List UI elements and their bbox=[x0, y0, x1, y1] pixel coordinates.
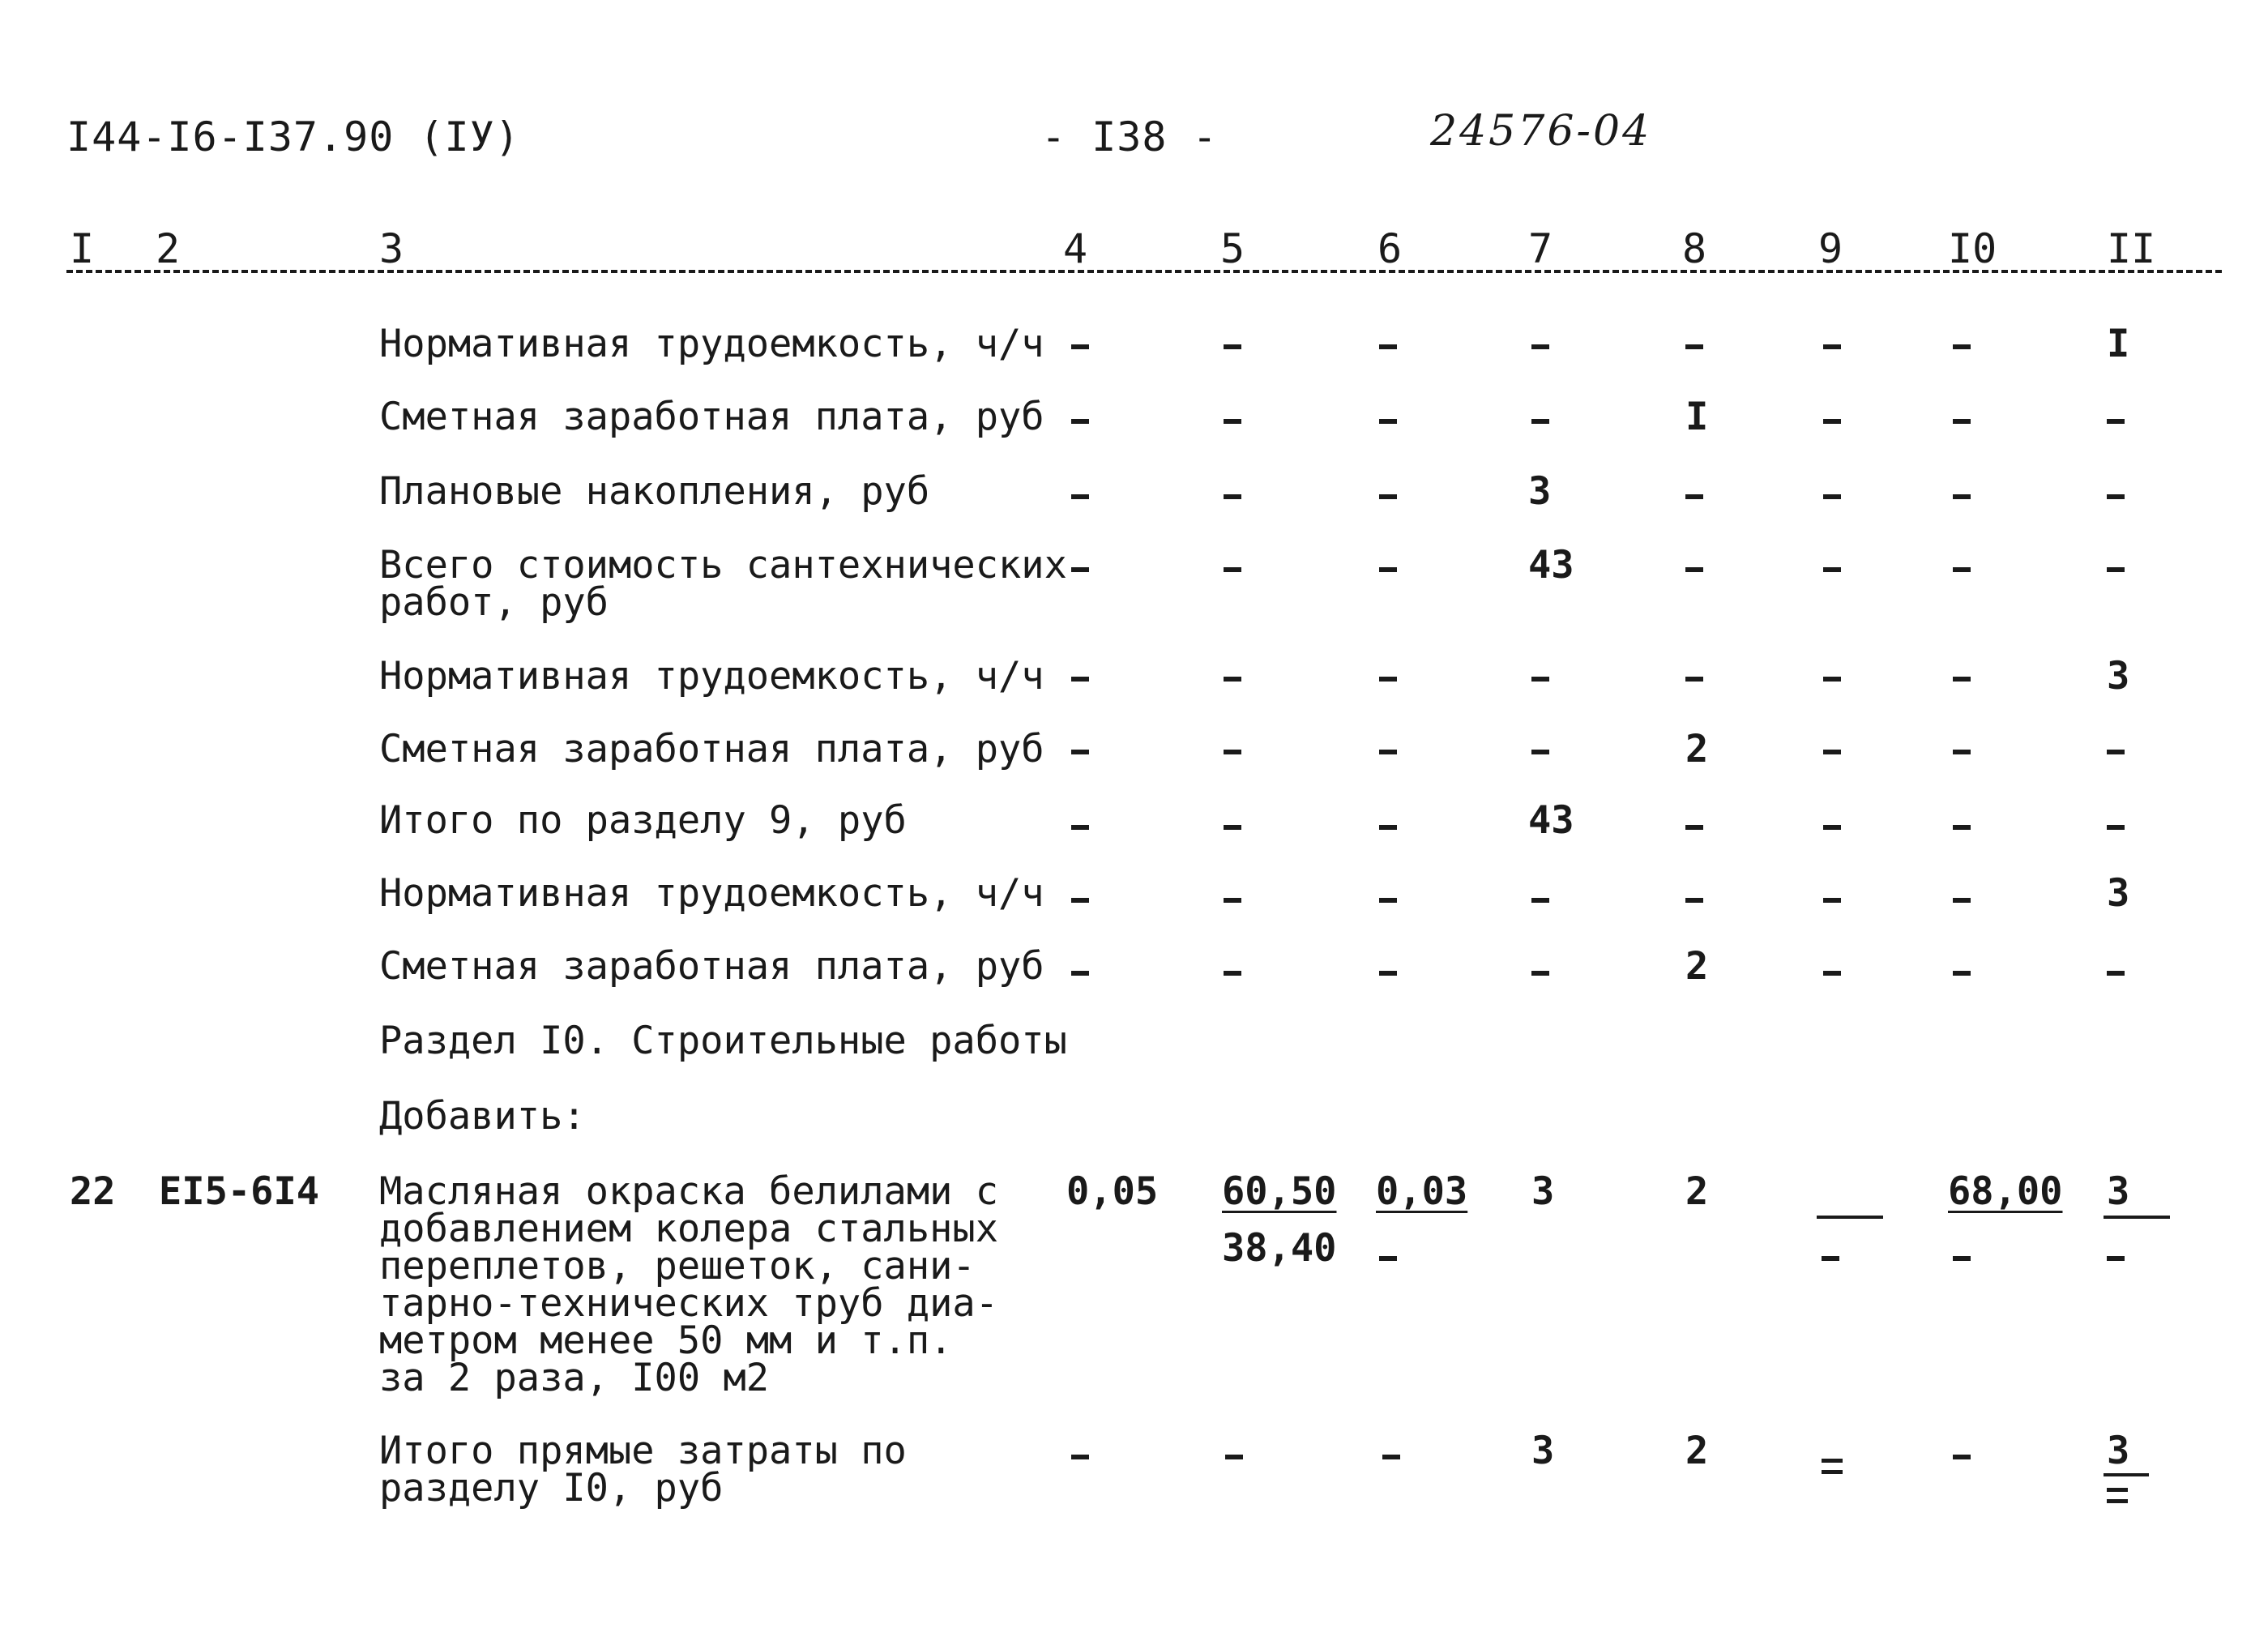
row-desc: Нормативная трудоемкость, ч/ч bbox=[379, 322, 1044, 366]
empty-cell-dash bbox=[1071, 750, 1089, 754]
empty-cell-dash bbox=[1071, 1455, 1089, 1459]
total-col8: 2 bbox=[1685, 1429, 1709, 1473]
empty-cell-dash bbox=[1685, 494, 1703, 499]
col-header-2: 2 bbox=[156, 225, 181, 272]
empty-cell-dash bbox=[1953, 419, 1971, 424]
empty-cell-dash bbox=[1953, 971, 1971, 976]
col-header-8: 8 bbox=[1682, 225, 1707, 272]
empty-cell-dash bbox=[1379, 825, 1397, 830]
empty-cell-dash bbox=[1685, 825, 1703, 830]
empty-cell-dash bbox=[1531, 750, 1549, 754]
section-title: Раздел I0. Строительные работы bbox=[379, 1019, 1067, 1063]
col-header-6: 6 bbox=[1377, 225, 1403, 272]
empty-cell-dash bbox=[1071, 971, 1089, 976]
add-label: Добавить: bbox=[379, 1094, 586, 1139]
empty-cell-dash bbox=[1382, 1455, 1400, 1459]
empty-cell-dash bbox=[1823, 567, 1841, 572]
empty-cell-dash bbox=[1685, 677, 1703, 682]
item-col11-top: 3 bbox=[2107, 1169, 2130, 1214]
row-value: 3 bbox=[1528, 469, 1552, 514]
item-col7: 3 bbox=[1531, 1169, 1555, 1214]
col-header-4: 4 bbox=[1063, 225, 1088, 272]
total-col11-underline bbox=[2104, 1473, 2149, 1476]
empty-cell-dash bbox=[1823, 419, 1841, 424]
item-col8: 2 bbox=[1685, 1169, 1709, 1214]
empty-cell-dash bbox=[2107, 419, 2125, 424]
col9-underline bbox=[1817, 1216, 1883, 1219]
item-col6-top: 0,03 bbox=[1376, 1169, 1468, 1214]
col11-underline bbox=[2104, 1216, 2170, 1219]
empty-cell-dash bbox=[1823, 825, 1841, 830]
item-col5-top: 60,50 bbox=[1222, 1169, 1337, 1214]
empty-cell-dash bbox=[1224, 494, 1241, 499]
empty-cell-dash bbox=[1379, 344, 1397, 349]
empty-cell-dash bbox=[1823, 494, 1841, 499]
empty-cell-dash bbox=[1379, 419, 1397, 424]
row-value: 2 bbox=[1685, 727, 1709, 771]
row-value: 2 bbox=[1685, 944, 1709, 989]
empty-cell-dash bbox=[2107, 971, 2125, 976]
empty-cell-dash bbox=[1224, 825, 1241, 830]
empty-cell-dash bbox=[1379, 898, 1397, 903]
empty-cell-dash bbox=[1379, 677, 1397, 682]
row-desc: Всего стоимость сантехнических работ, руб bbox=[379, 543, 1067, 625]
empty-cell-dash bbox=[1823, 344, 1841, 349]
empty-cell-dash bbox=[1823, 898, 1841, 903]
double-dash bbox=[1822, 1459, 1843, 1480]
empty-cell-dash bbox=[1379, 750, 1397, 754]
empty-cell-dash bbox=[1071, 825, 1089, 830]
empty-cell-dash bbox=[1224, 344, 1241, 349]
empty-cell-dash bbox=[1379, 494, 1397, 499]
empty-cell-dash bbox=[1379, 971, 1397, 976]
empty-cell-dash bbox=[1071, 677, 1089, 682]
col-header-3: 3 bbox=[379, 225, 404, 272]
empty-cell-dash bbox=[1224, 419, 1241, 424]
empty-cell-dash bbox=[1531, 971, 1549, 976]
row-desc: Плановые накопления, руб bbox=[379, 469, 930, 514]
row-value: 43 bbox=[1528, 543, 1574, 588]
empty-cell-dash bbox=[1224, 971, 1241, 976]
col-header-9: 9 bbox=[1818, 225, 1843, 272]
row-desc: Сметная заработная плата, руб bbox=[379, 944, 1044, 989]
empty-cell-dash bbox=[1071, 898, 1089, 903]
empty-cell-dash bbox=[1953, 825, 1971, 830]
empty-cell-dash bbox=[1953, 750, 1971, 754]
col-header-11: II bbox=[2107, 225, 2156, 272]
row-desc: Итого по разделу 9, руб bbox=[379, 798, 907, 843]
empty-cell-dash bbox=[1953, 344, 1971, 349]
double-dash bbox=[2107, 1488, 2128, 1509]
header-rule bbox=[66, 270, 2222, 273]
empty-cell-dash bbox=[1685, 567, 1703, 572]
empty-cell-dash bbox=[1531, 344, 1549, 349]
empty-cell-dash bbox=[1071, 567, 1089, 572]
empty-cell-dash bbox=[2107, 750, 2125, 754]
row-value: 3 bbox=[2107, 654, 2130, 699]
empty-cell-dash bbox=[2107, 567, 2125, 572]
empty-cell-dash bbox=[1531, 677, 1549, 682]
empty-cell-dash bbox=[1685, 898, 1703, 903]
row-desc: Нормативная трудоемкость, ч/ч bbox=[379, 871, 1044, 916]
empty-cell-dash bbox=[1953, 677, 1971, 682]
empty-cell-dash bbox=[1685, 344, 1703, 349]
row-desc: Сметная заработная плата, руб bbox=[379, 395, 1044, 439]
empty-cell-dash bbox=[1071, 419, 1089, 424]
empty-cell-dash bbox=[2107, 825, 2125, 830]
empty-cell-dash bbox=[1224, 567, 1241, 572]
total-desc: Итого прямые затраты по разделу I0, руб bbox=[379, 1429, 907, 1510]
empty-cell-dash bbox=[1224, 898, 1241, 903]
page-number: - I38 - bbox=[1041, 113, 1218, 160]
empty-cell-dash bbox=[1822, 1256, 1839, 1261]
empty-cell-dash bbox=[1953, 1256, 1971, 1261]
row-value: I bbox=[2107, 322, 2130, 366]
col-header-7: 7 bbox=[1528, 225, 1553, 272]
row-desc: Сметная заработная плата, руб bbox=[379, 727, 1044, 771]
item-col5-bottom: 38,40 bbox=[1222, 1226, 1337, 1271]
empty-cell-dash bbox=[1379, 567, 1397, 572]
col-header-10: I0 bbox=[1948, 225, 1997, 272]
item-col4: 0,05 bbox=[1066, 1169, 1159, 1214]
empty-cell-dash bbox=[1531, 419, 1549, 424]
empty-cell-dash bbox=[1953, 898, 1971, 903]
document-code: I44-I6-I37.90 (IУ) bbox=[66, 113, 520, 160]
empty-cell-dash bbox=[2107, 494, 2125, 499]
empty-cell-dash bbox=[1071, 494, 1089, 499]
col-header-1: I bbox=[70, 225, 95, 272]
row-desc: Нормативная трудоемкость, ч/ч bbox=[379, 654, 1044, 699]
empty-cell-dash bbox=[1224, 677, 1241, 682]
empty-cell-dash bbox=[1823, 971, 1841, 976]
col-header-5: 5 bbox=[1220, 225, 1245, 272]
empty-cell-dash bbox=[2107, 1256, 2125, 1261]
empty-cell-dash bbox=[1379, 1256, 1397, 1261]
row-value: 43 bbox=[1528, 798, 1574, 843]
empty-cell-dash bbox=[1071, 344, 1089, 349]
item-col10-top: 68,00 bbox=[1948, 1169, 2063, 1214]
empty-cell-dash bbox=[1224, 750, 1241, 754]
empty-cell-dash bbox=[1531, 898, 1549, 903]
total-col11: 3 bbox=[2107, 1429, 2130, 1473]
handwritten-number: 24576-04 bbox=[1430, 107, 1652, 156]
empty-cell-dash bbox=[1953, 1455, 1971, 1459]
empty-cell-dash bbox=[1225, 1455, 1243, 1459]
empty-cell-dash bbox=[1823, 750, 1841, 754]
item-code: EI5-6I4 bbox=[159, 1169, 320, 1214]
total-col7: 3 bbox=[1531, 1429, 1555, 1473]
item-desc: Масляная окраска белилами с добавлением колера стальных переплетов, решеток, сани- тарно-технических труб диа- метром менее 50 мм и т.п. за 2 раза, I00 м2 bbox=[379, 1169, 999, 1400]
row-value: I bbox=[1685, 395, 1709, 439]
empty-cell-dash bbox=[1823, 677, 1841, 682]
empty-cell-dash bbox=[1953, 567, 1971, 572]
empty-cell-dash bbox=[1953, 494, 1971, 499]
item-number: 22 bbox=[70, 1169, 116, 1214]
row-value: 3 bbox=[2107, 871, 2130, 916]
